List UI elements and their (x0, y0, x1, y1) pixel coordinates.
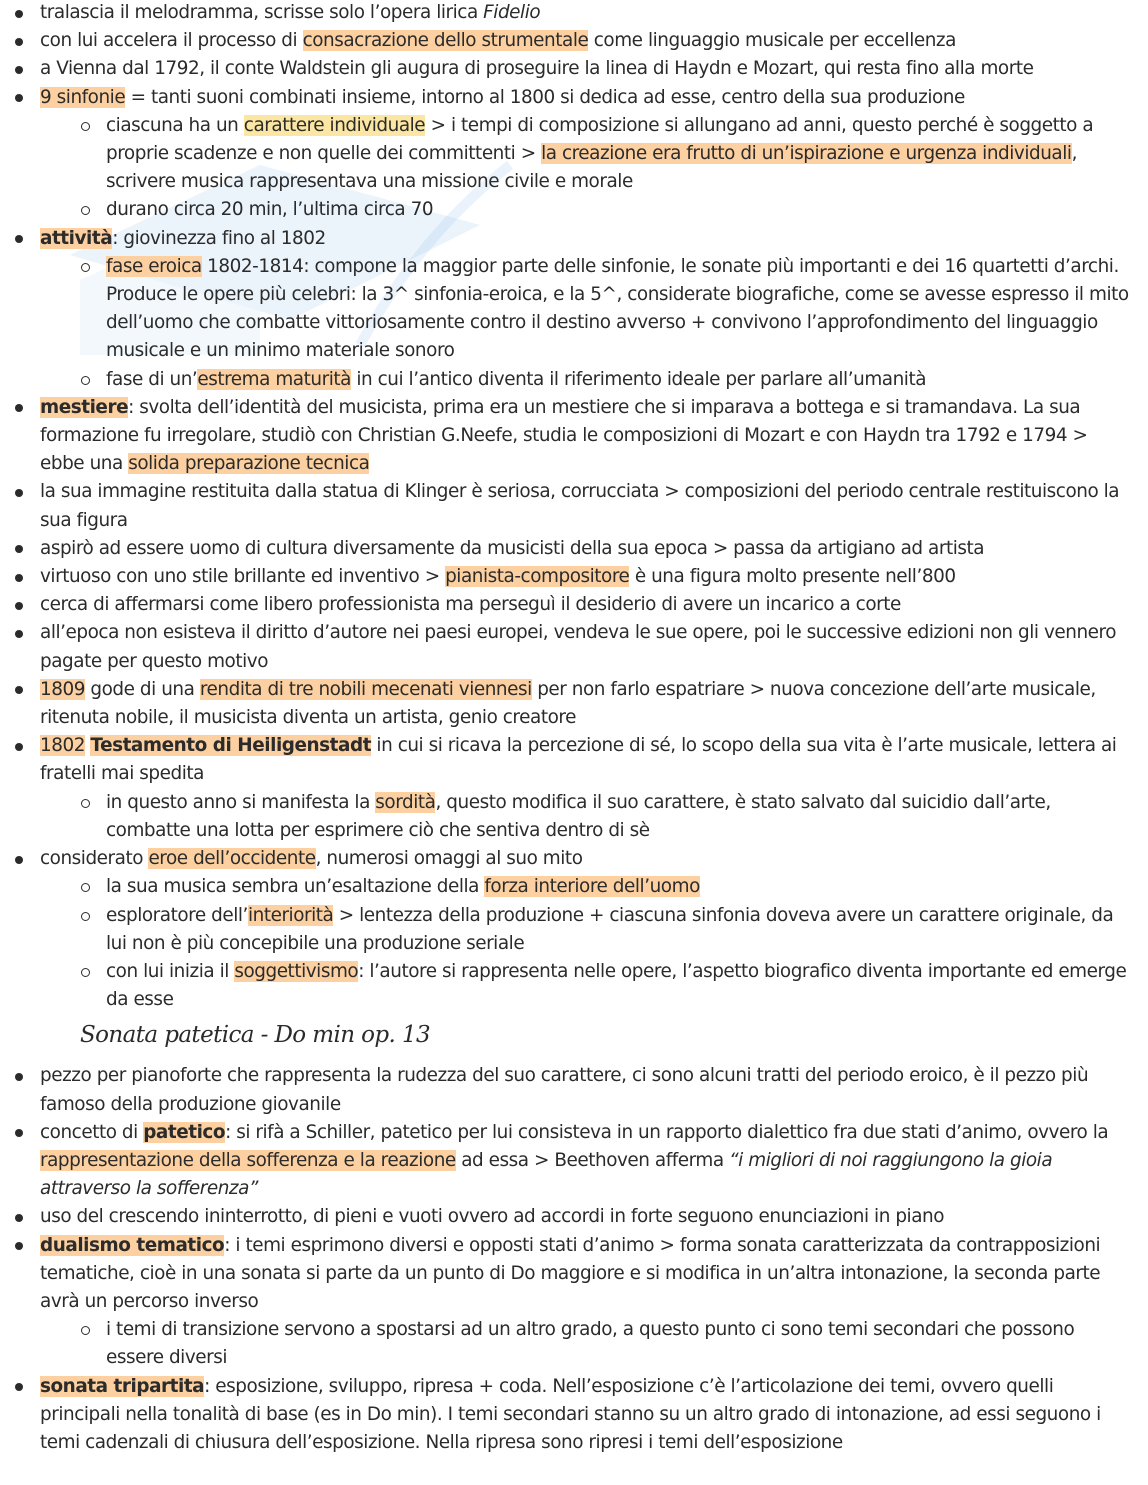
sub-list-item: in questo anno si manifesta la sordità, questo modifica il suo carattere, è stato salvato dal suicidio dall’arte, combatte una lotta per esprimere ciò che sentiva dentro di sè (0, 789, 1148, 845)
list-item: dualismo tematico: i temi esprimono diversi e opposti stati d’animo > forma sonata caratterizzata da contrapposizioni tematiche, cioè in una sonata si parte da un punto di Do maggiore e si modifica in un’altra intonazione, la seconda parte avrà un percorso inverso (0, 1232, 1148, 1317)
list-item: 9 sinfonie = tanti suoni combinati insieme, intorno al 1800 si dedica ad esse, centro della sua produzione (0, 84, 1148, 112)
section-title: Sonata patetica - Do min op. 13 (80, 1022, 431, 1049)
list-item: all’epoca non esisteva il diritto d’autore nei paesi europei, vendeva le sue opere, poi le successive edizioni non gli vennero pagate per questo motivo (0, 619, 1148, 675)
sub-list-item: durano circa 20 min, l’ultima circa 70 (0, 196, 1148, 224)
sub-list-item: fase di un’estrema maturità in cui l’antico diventa il riferimento ideale per parlare all’umanità (0, 366, 1148, 394)
list-item: attività: giovinezza fino al 1802 (0, 225, 1148, 253)
list-item: uso del crescendo ininterrotto, di pieni e vuoti ovvero ad accordi in forte seguono enunciazioni in piano (0, 1203, 1148, 1231)
list-item: mestiere: svolta dell’identità del musicista, prima era un mestiere che si imparava a bottega e si tramandava. La sua formazione fu irregolare, studiò con Christian G.Neefe, studia le composizioni di Mozart e con Haydn tra 1792 e 1794 > ebbe una solida preparazione tecnica (0, 394, 1148, 479)
list-item: sonata tripartita: esposizione, sviluppo, ripresa + coda. Nell’esposizione c’è l’articolazione dei temi, ovvero quelli principali nella tonalità di base (es in Do min). I temi secondari stanno su un altro grado di intonazione, ad essi seguono i temi cadenzali di chiusura dell’esposizione. Nella ripresa sono ripresi i temi dell’esposizione (0, 1373, 1148, 1458)
list-item: considerato eroe dell’occidente, numerosi omaggi al suo mito (0, 845, 1148, 873)
list-item: concetto di patetico: si rifà a Schiller, patetico per lui consisteva in un rapporto dialettico fra due stati d’animo, ovvero la rappresentazione della sofferenza e la reazione ad essa > Beethoven afferma “i migliori di noi raggiungono la gioia attraverso la sofferenza” (0, 1119, 1148, 1204)
list-item: con lui accelera il processo di consacrazione dello strumentale come linguaggio musicale per eccellenza (0, 27, 1148, 55)
sub-list-item: fase eroica 1802-1814: compone la maggior parte delle sinfonie, le sonate più importanti e dei 16 quartetti d’archi. Produce le opere più celebri: la 3^ sinfonia-eroica, e la 5^, considerate biografiche, come se avesse espresso il mito dell’uomo che combatte vittoriosamente contro il destino avverso + convivono l’approfondimento del linguaggio musicale e un minimo materiale sonoro (0, 253, 1148, 366)
list-item: pezzo per pianoforte che rappresenta la rudezza del suo carattere, ci sono alcuni tratti del periodo eroico, è il pezzo più famoso della produzione giovanile (0, 1062, 1148, 1118)
list-item: a Vienna dal 1792, il conte Waldstein gli augura di proseguire la linea di Haydn e Mozart, qui resta fino alla morte (0, 55, 1148, 83)
sub-list-item: ciascuna ha un carattere individuale > i tempi di composizione si allungano ad anni, questo perché è soggetto a proprie scadenze e non quelle dei committenti > la creazione era frutto di un’ispirazione e urgenza individuali, scrivere musica rappresentava una missione civile e morale (0, 112, 1148, 197)
list-item: virtuoso con uno stile brillante ed inventivo > pianista-compositore è una figura molto presente nell’800 (0, 563, 1148, 591)
list-item: tralascia il melodramma, scrisse solo l’opera lirica Fidelio (0, 0, 1148, 27)
list-item: la sua immagine restituita dalla statua di Klinger è seriosa, corrucciata > composizioni del periodo centrale restituiscono la sua figura (0, 478, 1148, 534)
list-item: 1809 gode di una rendita di tre nobili mecenati viennesi per non farlo espatriare > nuova concezione dell’arte musicale, ritenuta nobile, il musicista diventa un artista, genio creatore (0, 676, 1148, 732)
sub-list-item: con lui inizia il soggettivismo: l’autore si rappresenta nelle opere, l’aspetto biografico diventa importante ed emerge da esse (0, 958, 1148, 1014)
sub-list-item: esploratore dell’interiorità > lentezza della produzione + ciascuna sinfonia doveva avere un carattere originale, da lui non è più concepibile una produzione seriale (0, 902, 1148, 958)
list-item: aspirò ad essere uomo di cultura diversamente da musicisti della sua epoca > passa da artigiano ad artista (0, 535, 1148, 563)
list-item: cerca di affermarsi come libero professionista ma perseguì il desiderio di avere un incarico a corte (0, 591, 1148, 619)
sub-list-item: i temi di transizione servono a spostarsi ad un altro grado, a questo punto ci sono temi secondari che possono essere diversi (0, 1316, 1148, 1372)
sub-list-item: la sua musica sembra un’esaltazione della forza interiore dell’uomo (0, 873, 1148, 901)
list-item: 1802 Testamento di Heiligenstadt in cui si ricava la percezione di sé, lo scopo della sua vita è l’arte musicale, lettera ai fratelli mai spedita (0, 732, 1148, 788)
